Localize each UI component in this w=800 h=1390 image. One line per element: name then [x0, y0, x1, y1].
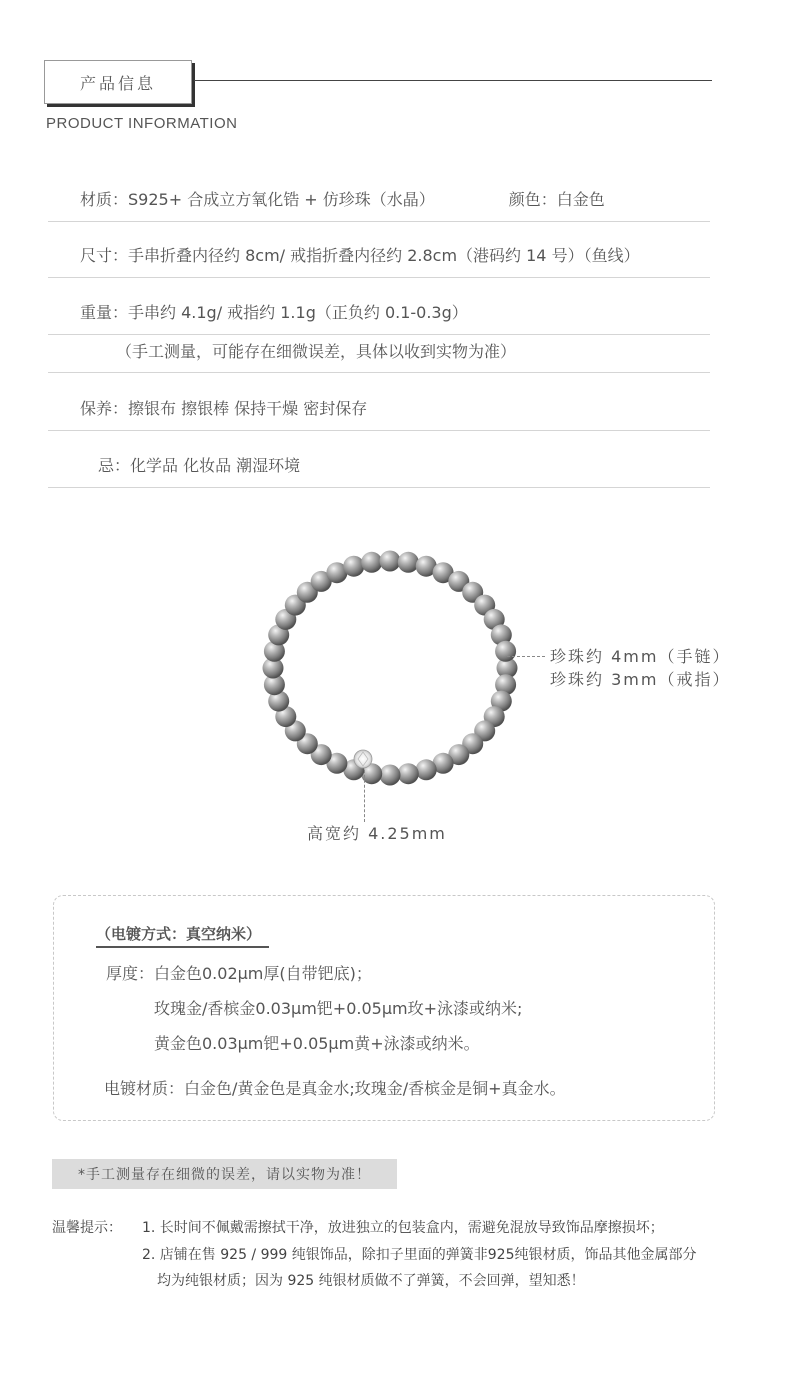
- height-width-label: 高宽约 4.25mm: [307, 824, 447, 843]
- height-callout-line: [364, 770, 365, 822]
- spec-row-size: [48, 231, 710, 278]
- section-title-box: [44, 60, 192, 104]
- section-subtitle: PRODUCT INFORMATION: [46, 115, 238, 132]
- bead-ring: [263, 551, 518, 786]
- tip-line-3: 均为纯银材质；因为 925 纯银材质做不了弹簧，不会回弹，望知悉！: [157, 1273, 585, 1289]
- bead: [361, 552, 382, 573]
- bead: [380, 765, 401, 786]
- weight-note-text: （手工测量，可能存在细微误差，具体以收到实物为准）: [116, 341, 517, 361]
- bead-size-label-ring: 珍珠约 3mm（戒指）: [550, 670, 731, 689]
- bead-size-label-bracelet: 珍珠约 4mm（手链）: [550, 647, 731, 666]
- spec-row-care: [48, 384, 710, 431]
- bead: [416, 759, 437, 780]
- plating-thickness-1: 厚度：白金色0.02μm厚(自带钯底)；: [106, 964, 372, 983]
- care-text: 保养：擦银布 擦银棒 保持干燥 密封保存: [80, 398, 368, 418]
- plating-title: （电镀方式：真空纳米）: [96, 923, 269, 948]
- bead: [398, 552, 419, 573]
- size-text: 尺寸：手串折叠内径约 8cm/ 戒指折叠内径约 2.8cm（港码约 14 号）（鱼线）: [80, 245, 640, 265]
- product-photo: [250, 530, 550, 830]
- measurement-note-text: *手工测量存在细微的误差，请以实物为准！: [78, 1167, 371, 1183]
- title-divider: [194, 80, 712, 81]
- bead: [343, 556, 364, 577]
- tips-label: 温馨提示：: [52, 1220, 122, 1236]
- bead: [380, 551, 401, 572]
- spec-row-avoid: [48, 441, 710, 488]
- spec-row-material: [48, 175, 710, 222]
- spec-row-weight-note: [48, 328, 710, 373]
- section-title: 产品信息: [79, 73, 156, 93]
- tip-line-2: 2. 店铺在售 925 / 999 纯银饰品，除扣子里面的弹簧非925纯银材质，饰品其他金属部分: [142, 1247, 697, 1263]
- plating-material: 电镀材质：白金色/黄金色是真金水;玫瑰金/香槟金是铜+真金水。: [104, 1079, 566, 1098]
- plating-thickness-3: 黄金色0.03μm钯+0.05μm黄+泳漆或纳米。: [154, 1034, 480, 1053]
- avoid-text: 忌：化学品 化妆品 潮湿环境: [98, 455, 301, 475]
- weight-text: 重量：手串约 4.1g/ 戒指约 1.1g（正负约 0.1-0.3g）: [80, 302, 468, 322]
- material-text: 材质：S925+ 合成立方氧化锆 + 仿珍珠（水晶）: [80, 189, 435, 209]
- bead-callout-line: [507, 656, 545, 657]
- color-text: 颜色：白金色: [508, 189, 605, 209]
- measurement-note-banner: [52, 1159, 397, 1189]
- tip-line-1: 1. 长时间不佩戴需擦拭干净，放进独立的包装盒内，需避免混放导致饰品摩擦损坏；: [142, 1220, 664, 1236]
- zirconia-stone: [354, 750, 372, 768]
- plating-thickness-2: 玫瑰金/香槟金0.03μm钯+0.05μm玫+泳漆或纳米;: [154, 999, 523, 1018]
- bead: [495, 641, 516, 662]
- bead: [398, 763, 419, 784]
- bracelet-image: [250, 530, 550, 830]
